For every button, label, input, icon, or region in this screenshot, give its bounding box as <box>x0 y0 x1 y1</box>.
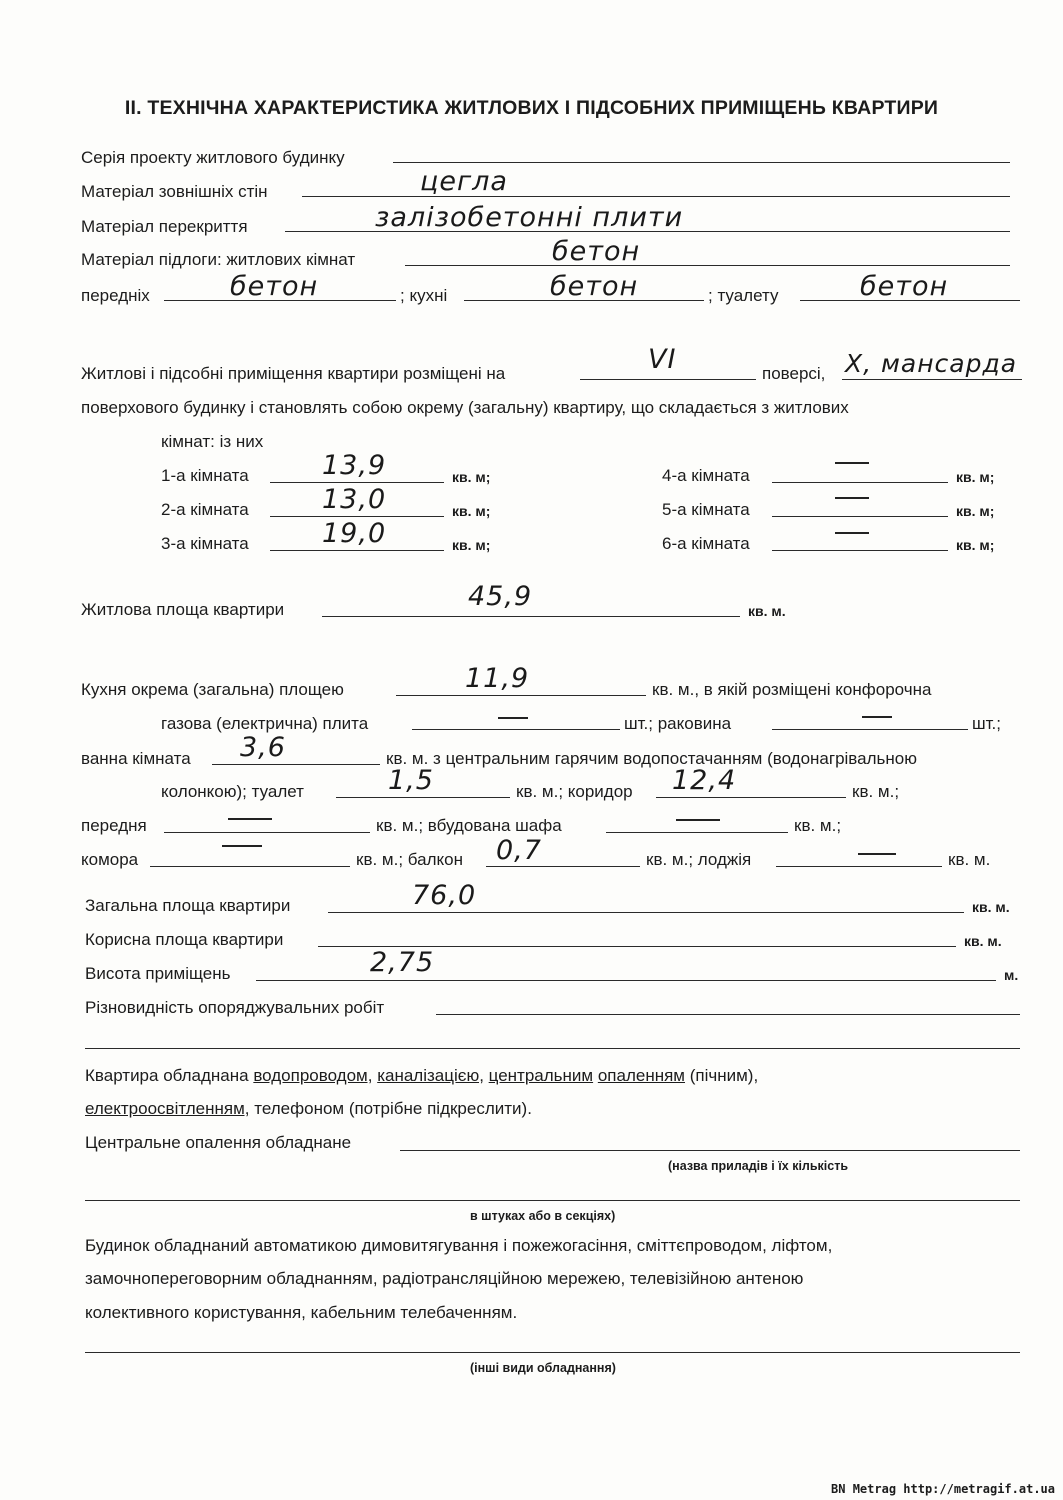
living-value: 45,9 <box>468 581 533 612</box>
hall-area-label: передня <box>81 816 147 835</box>
heating-line-2 <box>85 1200 1020 1201</box>
equipment-phone: телефоном (потрібне підкреслити). <box>254 1099 532 1118</box>
walls-line <box>302 196 1010 197</box>
kitchen-label: ; кухні <box>400 286 448 305</box>
height-value: 2,75 <box>370 947 435 978</box>
finish-line <box>436 1014 1020 1015</box>
hall-area-unit: кв. м.; вбудована шафа <box>376 816 562 835</box>
kitchen-floor-value: бетон <box>550 271 639 302</box>
room-2-value: 13,0 <box>322 484 387 515</box>
living-line <box>322 616 740 617</box>
heating-label: Центральне опалення обладнане <box>85 1133 352 1152</box>
heating-caption-1: (назва приладів і їх кількість <box>668 1159 849 1173</box>
room-5-label: 5-а кімната <box>662 500 750 519</box>
hall-area-dash <box>228 818 272 820</box>
series-line <box>393 162 1010 163</box>
stove-label: газова (електрична) плита <box>161 714 369 733</box>
overlap-label: Матеріал перекриття <box>81 217 248 236</box>
toilet-floor-value: бетон <box>860 271 949 302</box>
equipment-line2 <box>85 1099 532 1119</box>
room-2-label: 2-а кімната <box>161 500 249 519</box>
floor-line <box>405 265 1010 266</box>
floor-number-value: VI <box>648 344 677 375</box>
building-caption: (інші види обладнання) <box>470 1361 616 1375</box>
heating-line <box>400 1150 1020 1151</box>
storage-label: комора <box>81 850 139 869</box>
living-unit: кв. м. <box>748 603 786 619</box>
height-unit: м. <box>1004 967 1019 983</box>
room-1-label: 1-а кімната <box>161 466 249 485</box>
stove-unit: шт.; раковина <box>624 714 732 733</box>
room-4-label: 4-а кімната <box>662 466 750 485</box>
wardrobe-dash <box>676 819 720 821</box>
bath-value: 3,6 <box>240 732 286 763</box>
wardrobe-line <box>606 832 788 833</box>
storage-unit: кв. м.; балкон <box>356 850 463 869</box>
total-value: 76,0 <box>412 880 477 911</box>
room-3-value: 19,0 <box>322 518 387 549</box>
toilet-area-line <box>336 797 510 798</box>
walls-value: цегла <box>420 166 508 197</box>
corridor-line <box>656 797 846 798</box>
kitchen-area-line <box>396 695 646 696</box>
footer-watermark: BN Metrag http://metragif.at.ua <box>831 1482 1055 1496</box>
living-label: Житлова площа квартири <box>81 600 285 619</box>
bath-line <box>212 764 380 765</box>
bath-line2-c: кв. м.; <box>852 782 900 801</box>
stove-dash <box>498 717 528 719</box>
height-label: Висота приміщень <box>85 964 231 983</box>
equipment-stove-heating: (пічним), <box>689 1066 759 1085</box>
storeys-line <box>842 379 1022 380</box>
location-line2: поверхового будинку і становлять собою окрему (загальну) квартиру, що складається з житлових <box>81 398 849 417</box>
equipment-line1 <box>85 1066 758 1086</box>
equipment-sewer: каналізацією, <box>377 1066 484 1085</box>
room-6-unit: кв. м; <box>956 537 995 553</box>
equipment-electric: електроосвітленням, <box>85 1099 250 1118</box>
room-1-unit: кв. м; <box>452 469 491 485</box>
series-label: Серія проекту житлового будинку <box>81 148 345 167</box>
room-6-label: 6-а кімната <box>662 534 750 553</box>
loggia-unit: кв. м. <box>948 850 991 869</box>
wardrobe-unit: кв. м.; <box>794 816 842 835</box>
corridor-value: 12,4 <box>672 765 737 796</box>
balcony-unit: кв. м.; лоджія <box>646 850 752 869</box>
bath-label: ванна кімната <box>81 749 191 768</box>
useful-label: Корисна площа квартири <box>85 930 284 949</box>
room-3-label: 3-а кімната <box>161 534 249 553</box>
heating-caption-2: в штуках або в секціях) <box>470 1209 616 1223</box>
room-6-dash <box>835 532 869 534</box>
walls-label: Матеріал зовнішніх стін <box>81 182 268 201</box>
room-4-dash <box>835 462 869 464</box>
room-1-value: 13,9 <box>322 450 387 481</box>
storey-label: поверсі, <box>762 364 826 383</box>
kitchen-area-after: кв. м., в якій розміщені конфорочна <box>652 680 932 699</box>
room-5-dash <box>835 497 869 499</box>
room-1-line <box>270 482 444 483</box>
loggia-line <box>776 866 942 867</box>
equipment-intro: Квартира обладнана <box>85 1066 249 1085</box>
equipment-central: центральним <box>488 1066 594 1085</box>
kitchen-area-label: Кухня окрема (загальна) площею <box>81 680 344 699</box>
bath-line2-b: кв. м.; коридор <box>516 782 633 801</box>
bath-after: кв. м. з центральним гарячим водопостачанням (водонагрівальною <box>386 749 917 768</box>
hall-floor-value: бетон <box>230 271 319 302</box>
sink-line <box>772 729 968 730</box>
location-label: Житлові і підсобні приміщення квартири розміщені на <box>81 364 506 383</box>
balcony-value: 0,7 <box>496 835 542 866</box>
hall-label: передніх <box>81 286 150 305</box>
height-line <box>256 980 996 981</box>
bath-line2-a: колонкою); туалет <box>161 782 304 801</box>
balcony-line <box>486 866 640 867</box>
loggia-dash <box>858 853 896 855</box>
building-line3: колективного користування, кабельним телебаченням. <box>85 1303 518 1322</box>
sink-unit: шт.; <box>972 714 1001 733</box>
page-title: II. ТЕХНІЧНА ХАРАКТЕРИСТИКА ЖИТЛОВИХ І ПІДСОБНИХ ПРИМІЩЕНЬ КВАРТИРИ <box>124 97 939 119</box>
room-3-line <box>270 550 444 551</box>
overlap-value: залізобетонні плити <box>375 202 684 233</box>
toilet-area-value: 1,5 <box>388 765 434 796</box>
finish-label: Різновидність опоряджувальних робіт <box>85 998 385 1017</box>
storage-dash <box>222 845 262 847</box>
equipment-heating: опаленням <box>597 1066 685 1085</box>
total-unit: кв. м. <box>972 899 1010 915</box>
total-label: Загальна площа квартири <box>85 896 291 915</box>
room-2-line <box>270 516 444 517</box>
storeys-value: X, мансарда <box>845 349 1018 378</box>
location-line3: кімнат: із них <box>161 432 264 451</box>
room-3-unit: кв. м; <box>452 537 491 553</box>
room-4-unit: кв. м; <box>956 469 995 485</box>
building-line2: замочнопереговорним обладнанням, радіотрансляційною мережею, телевізійною антеною <box>85 1269 804 1288</box>
room-5-unit: кв. м; <box>956 503 995 519</box>
kitchen-area-value: 11,9 <box>465 663 530 694</box>
room-2-unit: кв. м; <box>452 503 491 519</box>
floor-number-line <box>580 379 756 380</box>
storage-line <box>150 866 350 867</box>
room-6-line <box>772 550 948 551</box>
sink-dash <box>862 716 892 718</box>
total-line <box>328 912 964 913</box>
finish-line-2 <box>85 1048 1020 1049</box>
room-5-line <box>772 516 948 517</box>
floor-label: Матеріал підлоги: житлових кімнат <box>81 250 356 269</box>
hall-area-line <box>164 832 370 833</box>
floor-value: бетон <box>552 236 641 267</box>
stove-line <box>412 729 620 730</box>
equipment-water: водопроводом, <box>253 1066 373 1085</box>
useful-unit: кв. м. <box>964 933 1002 949</box>
room-4-line <box>772 482 948 483</box>
building-line <box>85 1352 1020 1353</box>
building-line1: Будинок обладнаний автоматикою димовитягування і пожежогасіння, сміттєпроводом, ліфтом, <box>85 1236 833 1255</box>
toilet-label: ; туалету <box>708 286 779 305</box>
